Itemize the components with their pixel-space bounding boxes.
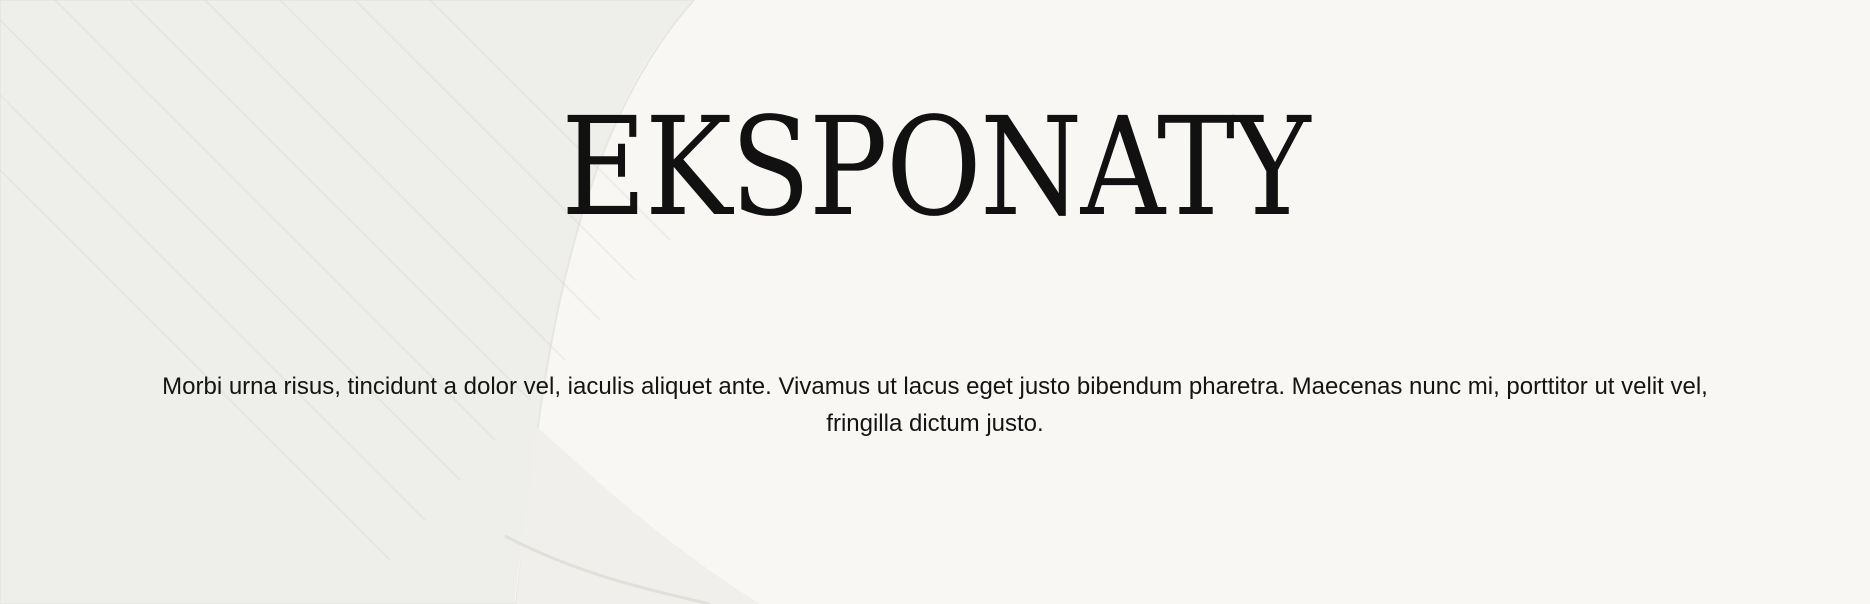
hero-description: Morbi urna risus, tincidunt a dolor vel, iaculis aliquet ante. Vivamus ut lacus eget justo bibendum pharetra. Maecenas nunc mi, porttitor ut velit vel, fringilla dictum justo. [162,373,1708,437]
page-title: EKSPONATY [561,89,1309,247]
